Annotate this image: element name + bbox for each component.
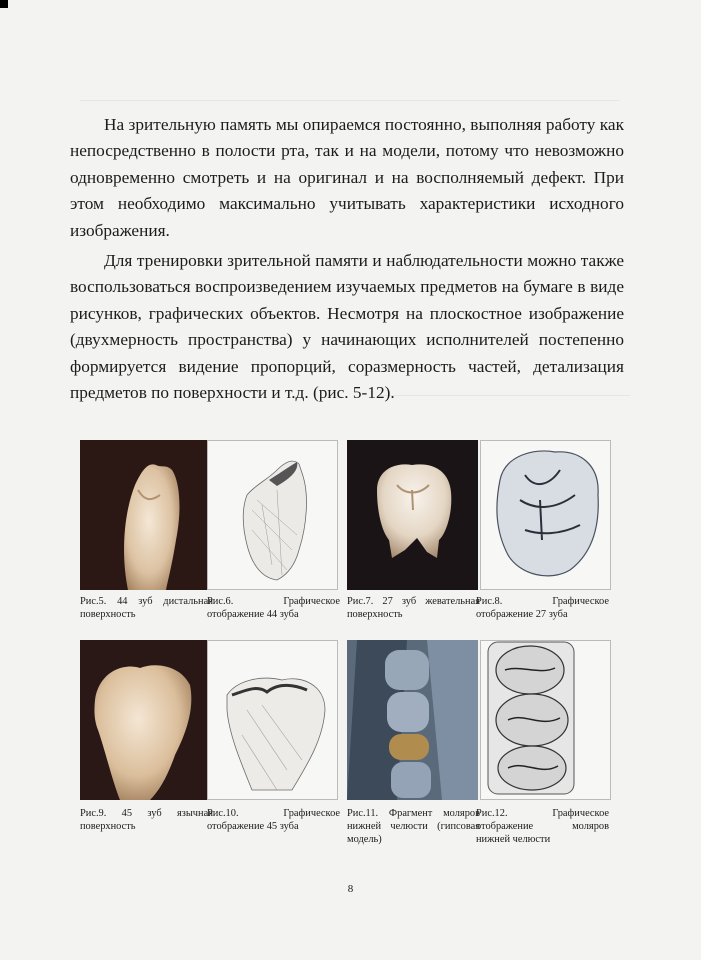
caption-figure-5: Рис.5. 44 зуб дистальная поверхность <box>80 596 213 620</box>
caption-figure-8: Рис.8. Графическое отображение 27 зуба <box>476 596 609 620</box>
figure-8-drawing <box>480 440 611 590</box>
caption-figure-6: Рис.6. Графическое отображение 44 зуба <box>207 596 340 620</box>
caption-figure-12: Рис.12. Графическое отображение моляров нижней челюсти <box>476 808 609 845</box>
figure-10-drawing <box>207 640 338 800</box>
body-text <box>70 112 624 406</box>
figure-11-photo <box>347 640 478 800</box>
paragraph: Для тренировки зрительной памяти и наблюдательности можно также воспользоваться воспроизведением изучаемых предметов на бумаге в виде рисунков, графических объектов. Несмотря на плоскостное изображение (двухмерность пространства) у начинающих исполнителей постепенно формируется видение пропорций, соразмерность частей, детализация предметов по поверхности и т.д. (рис. 5-12). <box>70 251 624 403</box>
page-number: 8 <box>347 883 354 895</box>
figure-12-drawing <box>480 640 611 800</box>
paragraph: На зрительную память мы опираемся постоянно, выполняя работу как непосредственно в полости рта, так и на модели, потому что невозможно одновременно смотреть и на оригинал и на восполняемый дефект. При этом необходимо максимально учитывать характеристики исходного изображения. <box>70 115 624 240</box>
figure-5-photo <box>80 440 211 590</box>
scan-corner-mark <box>0 0 8 8</box>
caption-figure-11: Рис.11. Фрагмент моляров нижней челюсти (гипсовая модель) <box>347 808 480 845</box>
figure-9-photo <box>80 640 211 800</box>
figure-7-photo <box>347 440 478 590</box>
caption-figure-7: Рис.7. 27 зуб жевательная поверхность <box>347 596 480 620</box>
caption-figure-10: Рис.10. Графическое отображение 45 зуба <box>207 808 340 832</box>
bleed-through-line <box>80 100 620 101</box>
caption-figure-9: Рис.9. 45 зуб язычная поверхность <box>80 808 213 832</box>
figure-6-drawing <box>207 440 338 590</box>
